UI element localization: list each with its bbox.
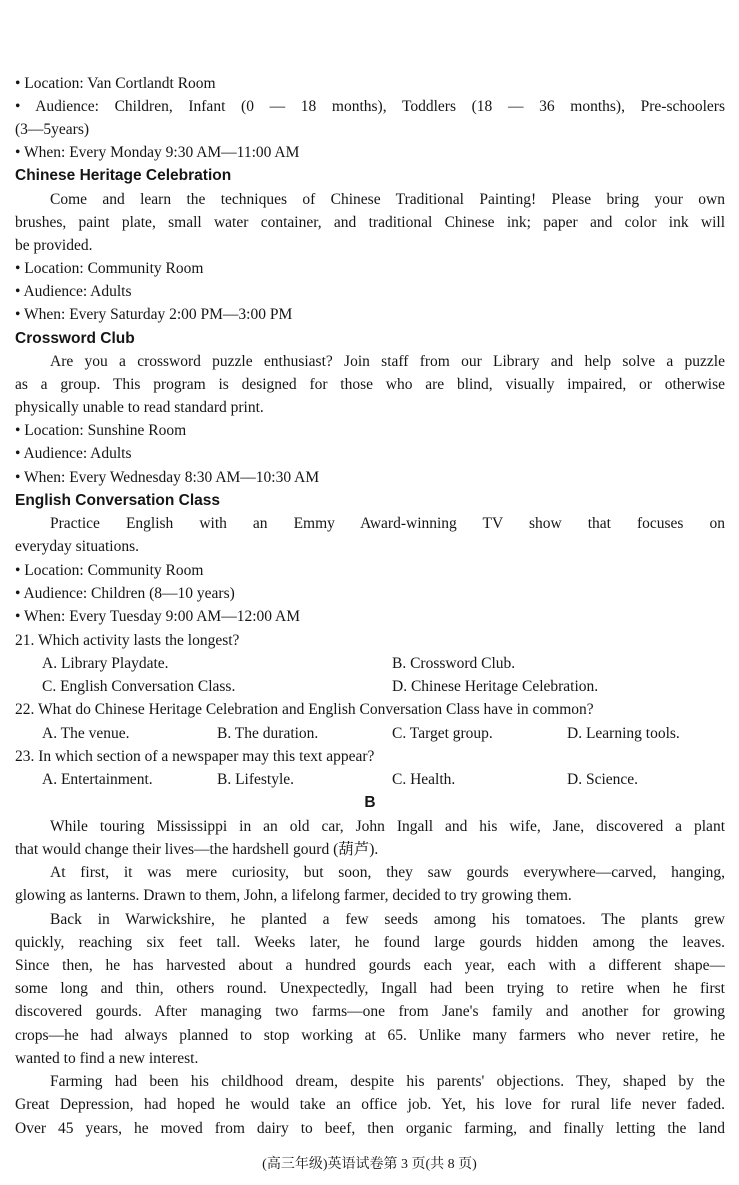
passage-line: Since then, he has harvested about a hundred gourds each year, each with a different shape—: [15, 957, 725, 974]
playdate-audience-cont: (3—5years): [15, 121, 90, 138]
english-when: • When: Every Tuesday 9:00 AM—12:00 AM: [15, 608, 301, 625]
chinese-location: • Location: Community Room: [15, 260, 204, 277]
passage-line: some long and thin, others round. Unexpectedly, Ingall had been trying to retire when he first: [15, 980, 725, 997]
q21-option-a: A. Library Playdate.: [42, 655, 169, 672]
q21-option-d: D. Chinese Heritage Celebration.: [392, 678, 599, 695]
q22-option-c: C. Target group.: [392, 725, 493, 742]
q22-option-a: A. The venue.: [42, 725, 130, 742]
page-footer: (高三年级)英语试卷第 3 页(共 8 页): [262, 1157, 477, 1172]
question-23: 23. In which section of a newspaper may this text appear?: [15, 748, 375, 765]
passage-line: wanted to find a new interest.: [15, 1050, 199, 1067]
crossword-when: • When: Every Wednesday 8:30 AM—10:30 AM: [15, 469, 320, 486]
english-class-heading: English Conversation Class: [15, 492, 220, 509]
q21-option-c: C. English Conversation Class.: [42, 678, 236, 695]
english-desc-line: Practice English with an Emmy Award-winning TV show that focuses on: [50, 515, 725, 532]
passage-line: Farming had been his childhood dream, despite his parents' objections. They, shaped by the: [50, 1073, 725, 1090]
english-desc-line: everyday situations.: [15, 538, 139, 555]
q23-option-a: A. Entertainment.: [42, 771, 153, 788]
q23-option-d: D. Science.: [567, 771, 639, 788]
q22-option-b: B. The duration.: [217, 725, 319, 742]
q23-option-c: C. Health.: [392, 771, 456, 788]
playdate-when: • When: Every Monday 9:30 AM—11:00 AM: [15, 144, 300, 161]
english-audience: • Audience: Children (8—10 years): [15, 585, 235, 602]
english-location: • Location: Community Room: [15, 562, 204, 579]
question-21: 21. Which activity lasts the longest?: [15, 632, 240, 649]
section-b-label: B: [364, 794, 376, 811]
crossword-desc-line: physically unable to read standard print.: [15, 399, 264, 416]
playdate-location: • Location: Van Cortlandt Room: [15, 75, 216, 92]
chinese-audience: • Audience: Adults: [15, 283, 132, 300]
passage-line: that would change their lives—the hardshell gourd (葫芦).: [15, 841, 379, 858]
q23-option-b: B. Lifestyle.: [217, 771, 295, 788]
passage-line: Over 45 years, he moved from dairy to beef, then organic farming, and finally letting the land: [15, 1120, 725, 1137]
playdate-audience: • Audience: Children, Infant (0 — 18 months), Toddlers (18 — 36 months), Pre-schoolers: [15, 98, 725, 115]
passage-line: discovered gourds. After managing two farms—one from Jane's family and another for growing: [15, 1003, 725, 1020]
crossword-desc-line: Are you a crossword puzzle enthusiast? Join staff from our Library and help solve a puzzle: [50, 353, 725, 370]
passage-line: Great Depression, had hoped he would take an office job. Yet, his love for rural life never faded.: [15, 1096, 725, 1113]
passage-line: While touring Mississippi in an old car, John Ingall and his wife, Jane, discovered a plant: [50, 818, 725, 835]
question-22: 22. What do Chinese Heritage Celebration and English Conversation Class have in common?: [15, 701, 594, 718]
chinese-desc-line: be provided.: [15, 237, 93, 254]
passage-line: At first, it was mere curiosity, but soon, they saw gourds everywhere—carved, hanging,: [50, 864, 725, 881]
crossword-location: • Location: Sunshine Room: [15, 422, 187, 439]
chinese-heritage-heading: Chinese Heritage Celebration: [15, 167, 232, 184]
chinese-desc-line: Come and learn the techniques of Chinese Traditional Painting! Please bring your own: [50, 191, 725, 208]
crossword-heading: Crossword Club: [15, 330, 135, 347]
passage-line: quickly, reaching six feet tall. Weeks later, he found large gourds hidden among the leaves.: [15, 934, 725, 951]
chinese-desc-line: brushes, paint plate, small water container, and traditional Chinese ink; paper and color ink will: [15, 214, 725, 231]
passage-line: glowing as lanterns. Drawn to them, John, a lifelong farmer, decided to try growing them.: [15, 887, 572, 904]
passage-line: Back in Warwickshire, he planted a few seeds among his tomatoes. The plants grew: [50, 911, 725, 928]
chinese-when: • When: Every Saturday 2:00 PM—3:00 PM: [15, 306, 293, 323]
passage-line: crops—he had always planned to stop working at 65. Unlike many farmers who never retire, he: [15, 1027, 725, 1044]
crossword-audience: • Audience: Adults: [15, 445, 132, 462]
q22-option-d: D. Learning tools.: [567, 725, 680, 742]
q21-option-b: B. Crossword Club.: [392, 655, 516, 672]
crossword-desc-line: as a group. This program is designed for those who are blind, visually impaired, or otherwise: [15, 376, 725, 393]
